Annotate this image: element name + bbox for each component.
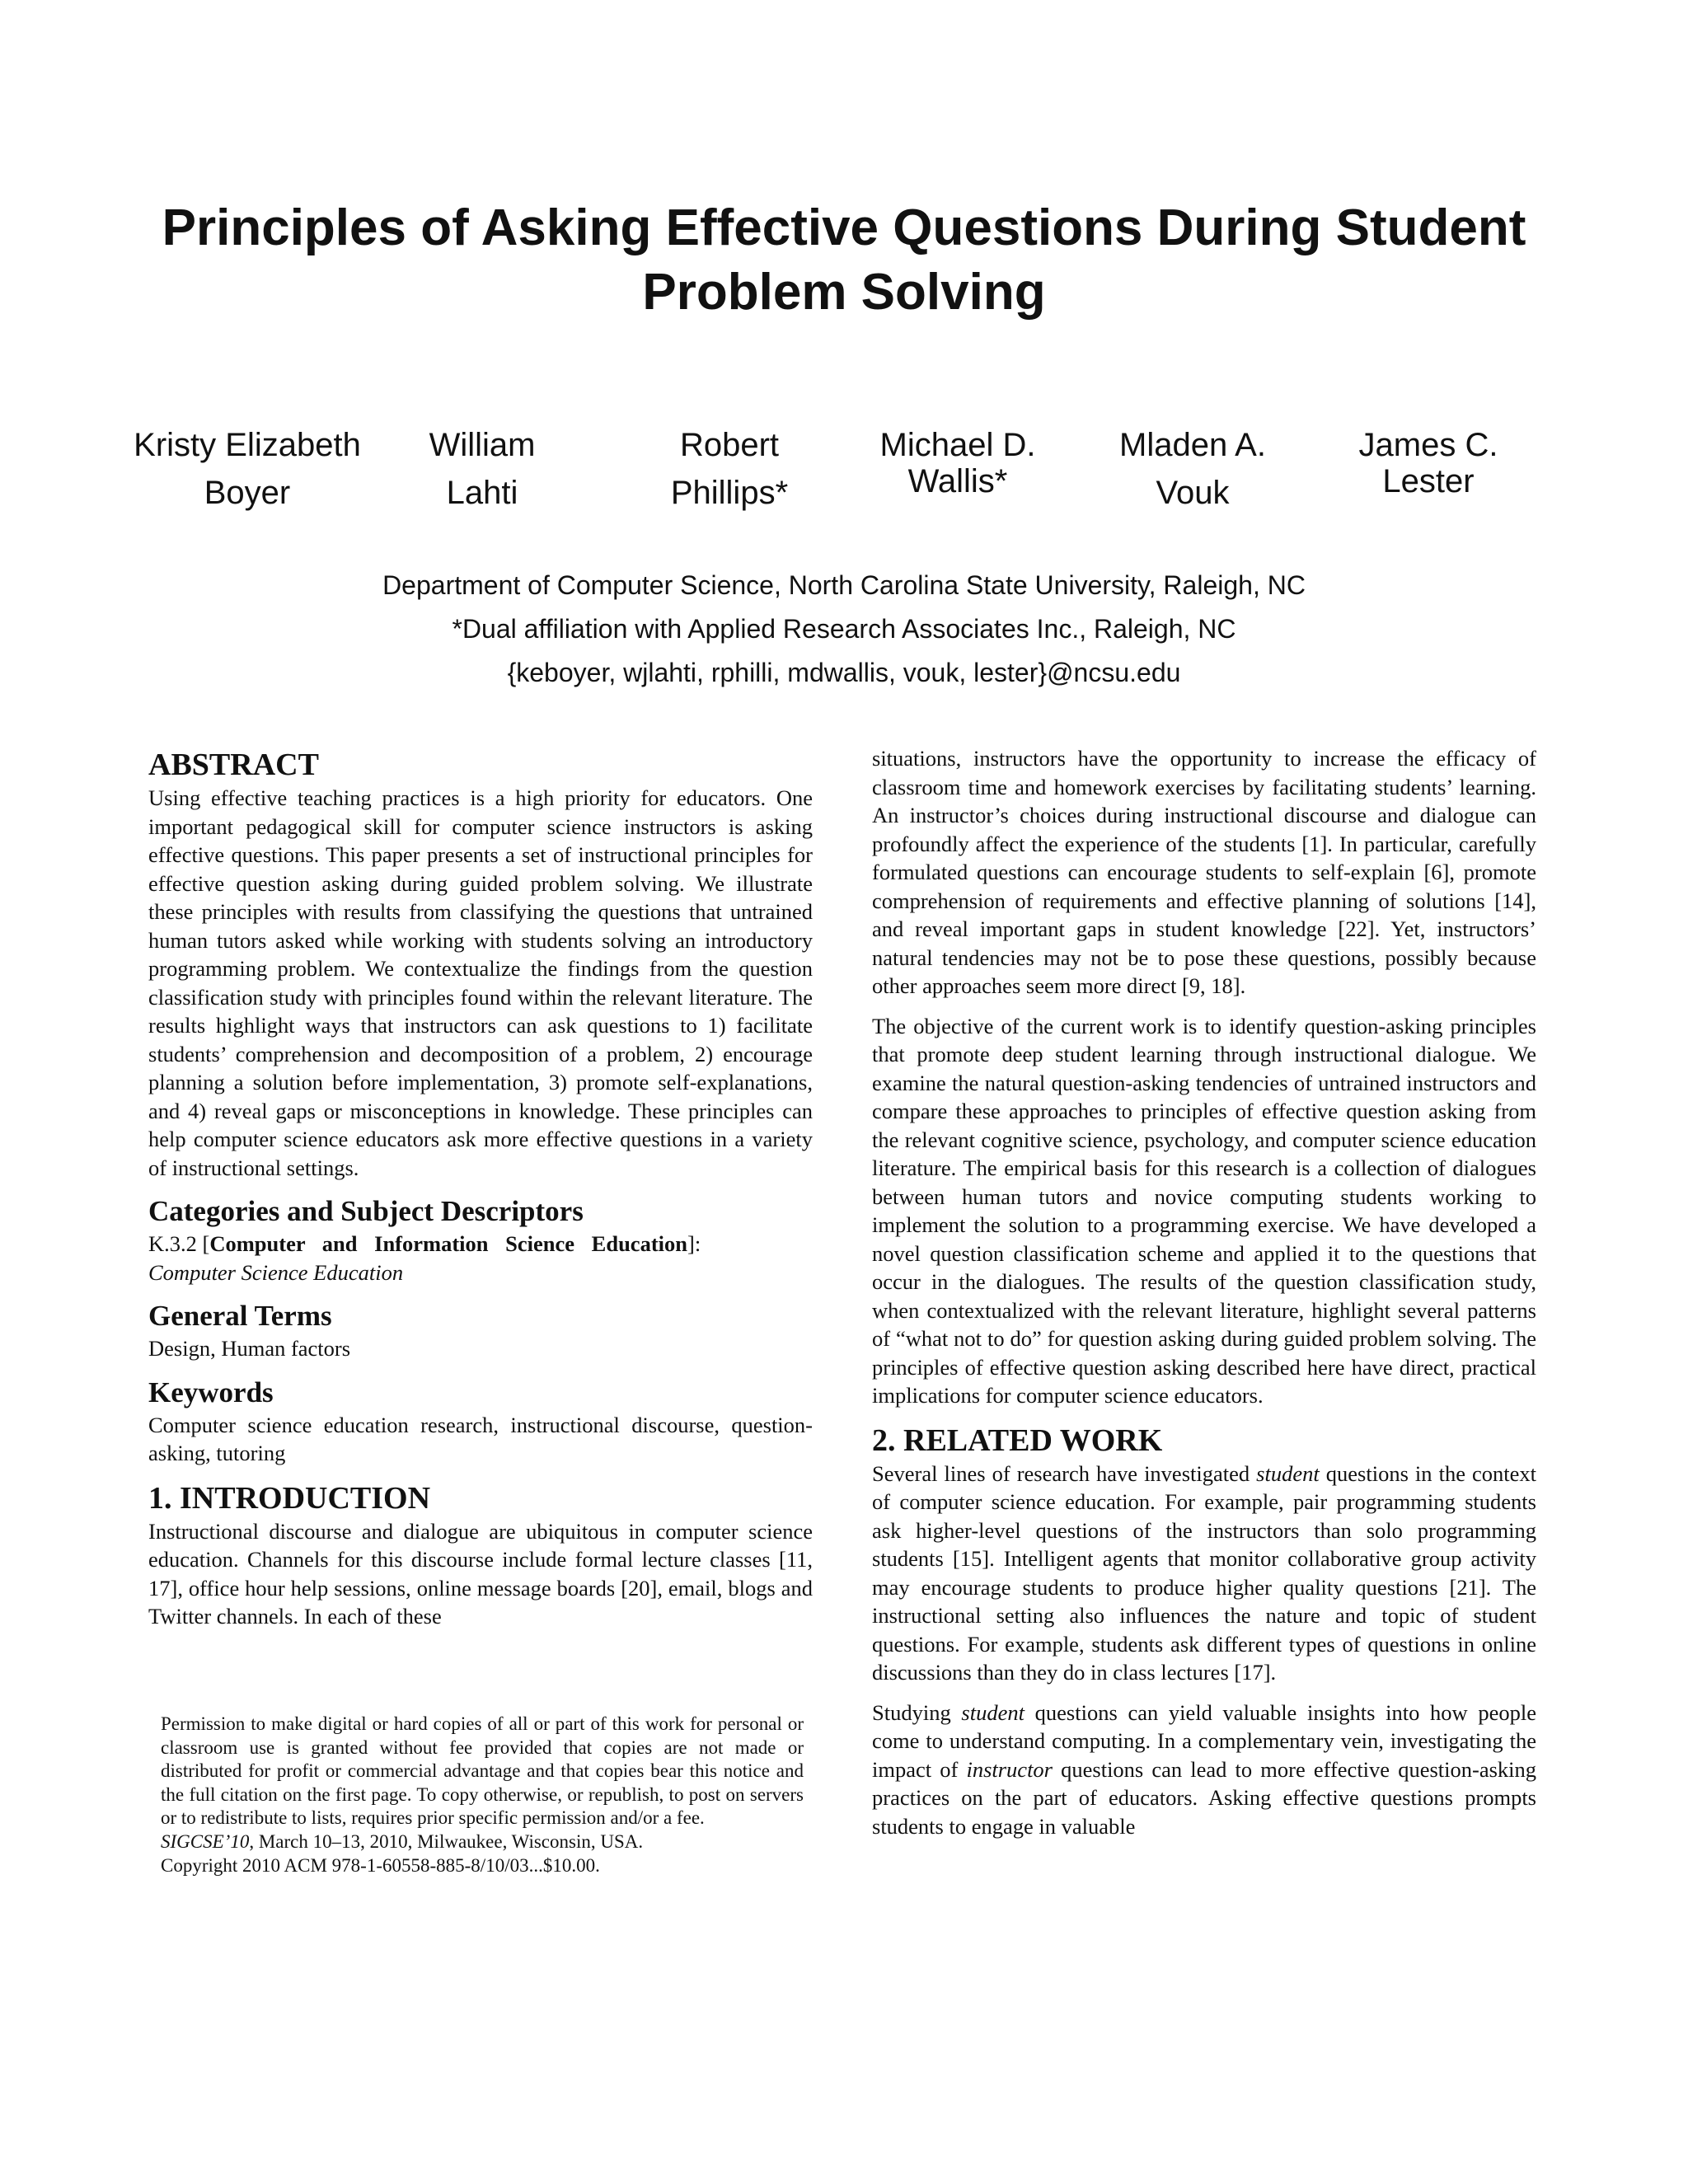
- emphasis: instructor: [966, 1756, 1053, 1782]
- related-work-paragraph-1: [872, 1460, 1536, 1687]
- text-run: Several lines of research have investigated: [872, 1460, 1257, 1486]
- abstract-text: Using effective teaching practices is a high priority for educators. One important pedagogical skill for computer science instructors is asking effective questions. This paper presents a set of instructional principles for effective question asking during guided problem solving. We illustrate these principles with results from classifying the questions that untrained human tutors asked while working with students solving an introductory programming problem. We contextualize the findings from the question classification study with principles found within the relevant literature. The results highlight ways that instructors can ask questions to 1) facilitate students’ comprehension and decomposition of a problem, 2) encourage planning a solution before implementation, 3) promote self-explanations, and 4) reveal gaps or misconceptions in knowledge. These principles can help computer science educators ask more effective questions in a variety of instructional settings.: [148, 785, 813, 1180]
- category-code: K.3.2: [148, 1231, 197, 1256]
- text-run: questions in the context of computer science education. For example, pair programming students ask higher-level questions of the instructors than solo programming students [15]. Intelligent agents that monitor collaborative group activity may encourage students to produce higher quality questions [21]. The instructional setting also influences the nature and topic of student questions. For example, students ask different types of questions in online discussions than they do in class lectures [17].: [872, 1460, 1536, 1685]
- copyright-line: Copyright 2010 ACM 978-1-60558-885-8/10/03...$10.00.: [161, 1854, 600, 1876]
- related-work-paragraph-2: [872, 1699, 1536, 1841]
- category-bracket-close: ]:: [687, 1231, 701, 1256]
- related-work-heading: 2. RELATED WORK: [872, 1422, 1163, 1458]
- right-column: [872, 744, 1536, 1852]
- categories-text: [148, 1230, 813, 1286]
- conference-name: SIGCSE’10: [161, 1830, 250, 1852]
- conference-line: [161, 1830, 804, 1854]
- abstract-heading: ABSTRACT: [148, 748, 319, 782]
- author-first-name: Mladen A.: [1119, 427, 1266, 463]
- intro-continued-paragraph: situations, instructors have the opportunity to increase the efficacy of classroom time and homework exercises by facilitating students’ learning. An instructor’s choices during instructional discourse and dialogue can profoundly affect the experience of the students [1]. In particular, carefully formulated questions can encourage students to self-explain [6], promote comprehension of requirements and effective planning of solutions [14], and reveal important gaps in student knowledge [22]. Yet, instructors’ natural tendencies may not be to pose these questions, possibly because other approaches seem more direct [9, 18].: [872, 746, 1536, 998]
- introduction-heading: 1. INTRODUCTION: [148, 1480, 431, 1516]
- permission-block: [161, 1713, 804, 1877]
- author-first-name: James C.: [1358, 427, 1498, 463]
- permission-text: Permission to make digital or hard copies of all or part of this work for personal or classroom use is granted without fee provided that copies are not made or distributed for profit or commercial advantage and that copies bear this notice and the full citation on the first page. To copy otherwise, or republish, to post on servers or to redistribute to lists, requires prior specific permission and/or a fee.: [161, 1713, 804, 1829]
- keywords-text: Computer science education research, instructional discourse, question-asking, tutoring: [148, 1412, 813, 1465]
- emphasis: student: [961, 1699, 1025, 1725]
- author-first-name: Michael D.: [879, 427, 1036, 463]
- author-last-name: Lester: [1382, 463, 1475, 499]
- keywords-heading: Keywords: [148, 1376, 274, 1408]
- conference-details: , March 10–13, 2010, Milwaukee, Wisconsin, USA.: [249, 1830, 644, 1852]
- author-last-name: Boyer: [204, 475, 291, 511]
- category-italic: Computer Science Education: [148, 1259, 404, 1285]
- affiliation-dual: *Dual affiliation with Applied Research Associates Inc., Raleigh, NC: [452, 614, 1236, 644]
- author-last-name: Phillips*: [670, 475, 789, 511]
- general-terms-text: Design, Human factors: [148, 1336, 351, 1361]
- category-bold: Computer and Information Science Education: [209, 1231, 687, 1256]
- emphasis: student: [1256, 1460, 1320, 1486]
- text-run: questions can yield valuable insights into how people come to understand computing. In a complementary vein, investigating the impact of: [872, 1699, 1536, 1782]
- author-last-name: Vouk: [1156, 475, 1230, 511]
- author-last-name: Lahti: [446, 475, 518, 511]
- paper-title: Principles of Asking Effective Questions During Student Problem Solving: [162, 199, 1526, 321]
- general-terms-heading: General Terms: [148, 1300, 332, 1332]
- author-first-name: Robert: [679, 427, 780, 463]
- author-last-name: Wallis*: [907, 463, 1008, 499]
- affiliation-department: Department of Computer Science, North Carolina State University, Raleigh, NC: [382, 570, 1306, 600]
- objective-paragraph: The objective of the current work is to identify question-asking principles that promote deep student learning through instructional dialogue. We examine the natural question-asking tendencies of untrained instructors and compare these approaches to principles of effective question asking from the relevant cognitive science, psychology, and computer science education literature. The empirical basis for this research is a collection of dialogues between human tutors and novice computing students working to implement the solution to a programming exercise. We have developed a novel question classification scheme and applied it to the questions that occur in the dialogues. The results of the question classification study, when contextualized with the relevant literature, highlight several patterns of “what not to do” for question asking during guided problem solving. The principles of effective question asking described here have direct, practical implications for computer science educators.: [872, 1013, 1536, 1408]
- categories-heading: Categories and Subject Descriptors: [148, 1195, 584, 1227]
- text-run: Studying: [872, 1699, 962, 1725]
- category-bracket-open: [: [196, 1231, 210, 1256]
- text-run: questions can lead to more effective question-asking practices on the part of educators. Asking effective questions prompts students to engage in valuable: [872, 1756, 1537, 1839]
- author-first-name: William: [429, 427, 536, 463]
- left-column: [148, 746, 813, 1643]
- introduction-text: Instructional discourse and dialogue are ubiquitous in computer science education. Channels for this discourse include formal lecture classes [11, 17], office hour help sessions, online message boards [20], email, blogs and Twitter channels. In each of these: [148, 1518, 813, 1629]
- affiliation-emails: {keboyer, wjlahti, rphilli, mdwallis, vouk, lester}@ncsu.edu: [507, 658, 1181, 687]
- author-first-name: Kristy Elizabeth: [134, 427, 361, 463]
